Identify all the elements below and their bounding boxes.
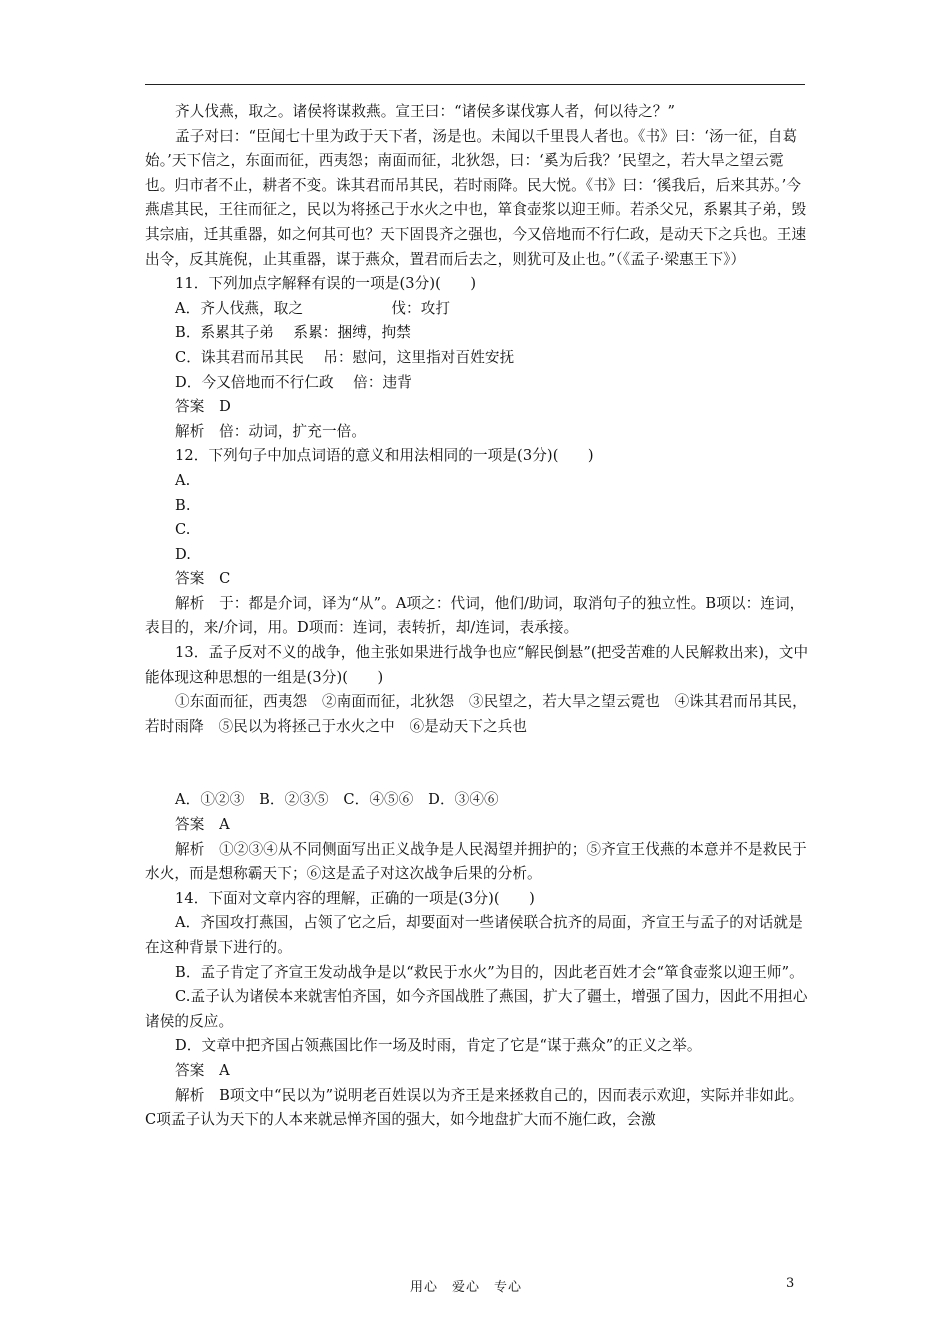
q11-stem: 11．下列加点字解释有误的一项是(3分)( ) — [175, 275, 477, 293]
q11-option-a: A．齐人伐燕，取之 伐：攻打 — [175, 299, 451, 317]
q14-option-c: C.孟子认为诸侯本来就害怕齐国，如今齐国战胜了燕国，扩大了疆土，增强了国力，因此不用担心诸侯的反应。 — [145, 988, 808, 1030]
q12-stem: 12．下列句子中加点词语的意义和用法相同的一项是(3分)( ) — [175, 447, 594, 465]
q13-options: A．①②③ B．②③⑤ C．④⑤⑥ D．③④⑥ — [175, 791, 499, 809]
q12-analysis: 解析 于：都是介词，译为“从”。A项之：代词，他们/助词，取消句子的独立性。B项以：连词，表目的，来/介词，用。D项而：连词，表转折，却/连词，表承接。 — [145, 594, 805, 637]
q12-option-a: A. — [175, 471, 191, 489]
q11-option-d: D．今又倍地而不行仁政 倍：违背 — [175, 373, 412, 391]
q13-items: ①东面而征，西夷怨 ②南面而征，北狄怨 ③民望之，若大旱之望云霓也 ④诛其君而吊其民，若时雨降 ⑤民以为将拯己于水火之中 ⑥是动天下之兵也 — [145, 693, 807, 735]
header-rule — [145, 84, 805, 85]
page-number: 3 — [786, 1276, 795, 1291]
q14-analysis: 解析 B项文中“民以为”说明老百姓误以为齐王是来拯救自己的，因而表示欢迎，实际并非如此。C项孟子认为天下的人本来就忌惮齐国的强大，如今地盘扩大而不施仁政，会激 — [145, 1086, 804, 1129]
q12-option-c: C. — [175, 521, 191, 539]
q12-option-d: D. — [175, 545, 192, 563]
q12-answer: 答案 C — [175, 570, 231, 588]
q11-option-b: B．系累其子弟 系累：捆缚，拘禁 — [175, 324, 411, 342]
q13-stem: 13．孟子反对不义的战争，他主张如果进行战争也应“解民倒悬”(把受苦难的人民解救出来)，文中能体现这种思想的一组是(3分)( ) — [145, 644, 809, 686]
document-body — [145, 100, 810, 1133]
q11-answer: 答案 D — [175, 398, 231, 416]
q11-option-c: C．诛其君而吊其民 吊：慰问，这里指对百姓安抚 — [175, 348, 515, 366]
q14-option-d: D．文章中把齐国占领燕国比作一场及时雨，肯定了它是“谋于燕众”的正义之举。 — [175, 1037, 702, 1055]
q14-answer: 答案 A — [175, 1061, 230, 1079]
passage-paragraph-1: 齐人伐燕，取之。诸侯将谋救燕。宣王曰：“诸侯多谋伐寡人者，何以待之？” — [175, 103, 676, 120]
q12-option-b: B. — [175, 496, 191, 514]
q14-option-b: B．孟子肯定了齐宣王发动战争是以“救民于水火”为目的，因此老百姓才会“箪食壶浆以迎王师”。 — [175, 963, 804, 981]
footer-motto: 用心 爱心 专心 — [410, 1280, 523, 1295]
q14-stem: 14．下面对文章内容的理解，正确的一项是(3分)( ) — [175, 889, 535, 907]
q11-analysis: 解析 倍：动词，扩充一倍。 — [175, 422, 367, 440]
q14-option-a: A．齐国攻打燕国，占领了它之后，却要面对一些诸侯联合抗齐的局面，齐宣王与孟子的对话就是在这种背景下进行的。 — [145, 914, 803, 956]
q13-answer: 答案 A — [175, 816, 230, 834]
blank-space — [145, 739, 810, 788]
passage-paragraph-2: 孟子对曰：“臣闻七十里为政于天下者，汤是也。未闻以千里畏人者也。《书》曰：‘汤一征，自葛始。’天下信之，东面而征，西夷怨；南面而征，北狄怨，曰：‘奚为后我？’民望之，若大旱之望云霓也。归市者不止，耕者不变。诛其君而吊其民，若时雨降。民大悦。《书》曰：‘徯我后，后来其苏。’今燕虐其民，王往而征之，民以为将拯己于水火之中也，箪食壶浆以迎王师。若杀父兄，系累其子弟，毁其宗庙，迁其重器，如之何其可也？天下固畏齐之强也，今又倍地而不行仁政，是动天下之兵也。王速出令，反其旄倪，止其重器，谋于燕众，置君而后去之，则犹可及止也。”（《孟子·梁惠王下》） — [145, 127, 807, 268]
q13-analysis: 解析 ①②③④从不同侧面写出正义战争是人民渴望并拥护的；⑤齐宣王伐燕的本意并不是救民于水火，而是想称霸天下；⑥这是孟子对这次战争后果的分析。 — [145, 840, 807, 883]
